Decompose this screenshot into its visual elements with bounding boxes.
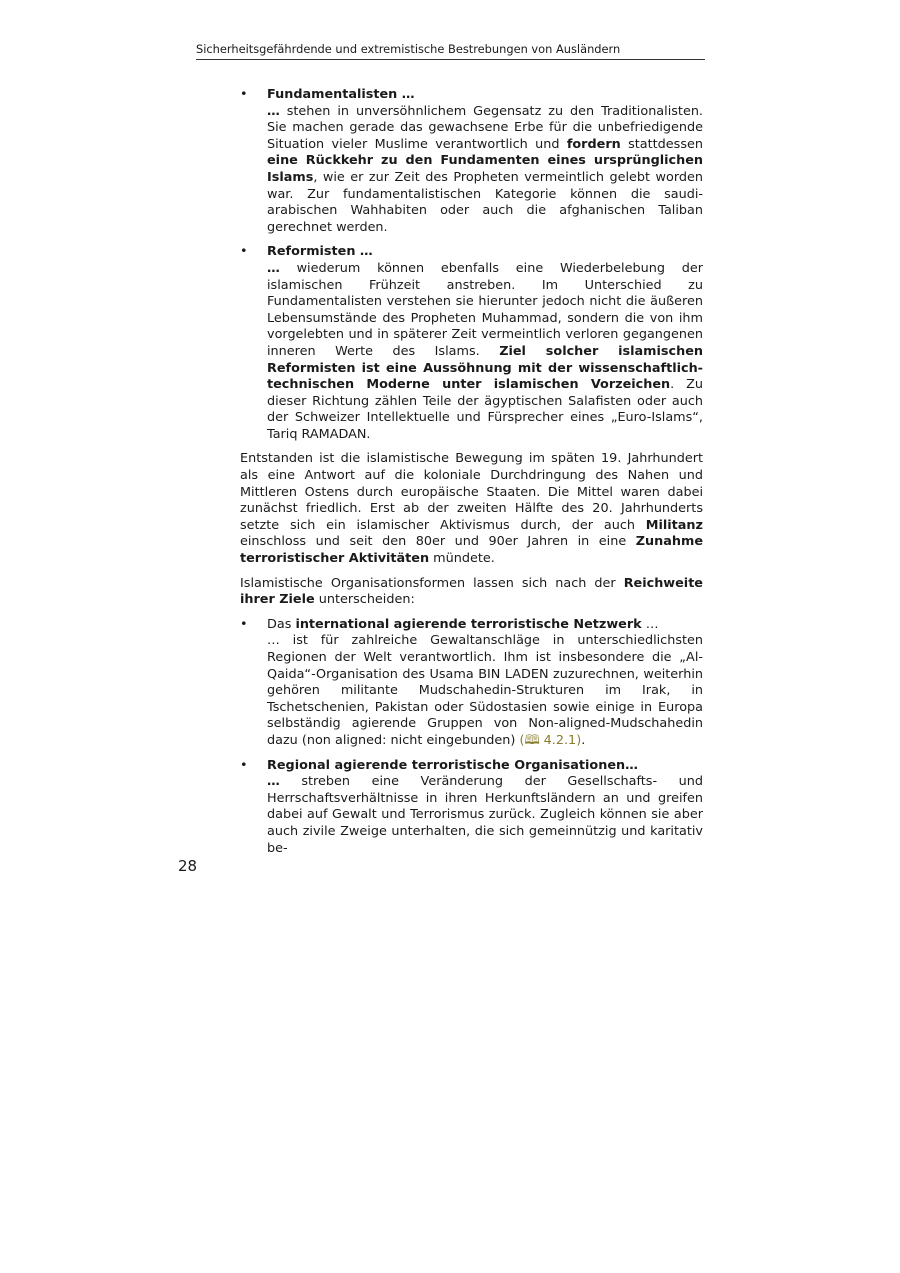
bullet: •	[240, 757, 248, 773]
item-heading: Regional agierende terroristische Organisationen…	[267, 757, 638, 773]
cross-reference-link[interactable]: (🕮 4.2.1)	[519, 732, 582, 748]
list-item-international-network	[240, 617, 703, 750]
paragraph-organisation-forms: Islamistische Organisationsformen lassen sich nach der Reichweite ihrer Ziele unterscheiden:	[240, 575, 703, 608]
item-text: … wiederum können ebenfalls eine Wiederbelebung der islamischen Frühzeit anstreben. Im Unterschied zu Fundamentalisten verstehen sie hierunter jedoch nicht die äußeren Lebensumstände des Propheten Muhammad, sondern die von ihm vorgelebten und in späterer Zeit vermeintlich verloren gegangenen inneren Werte des Islams. Ziel solcher islamischen Reformisten ist eine Aussöhnung mit der wissenschaftlich-technischen Moderne unter islamischen Vorzeichen. Zu dieser Richtung zählen Teile der ägyptischen Salafisten oder auch der Schweizer Intellektuelle und Fürsprecher eines „Euro-Islams“, Tariq RAMADAN.	[267, 260, 704, 442]
item-heading: Fundamentalisten …	[267, 87, 415, 102]
page-body	[240, 87, 703, 865]
item-text: … stehen in unversöhnlichem Gegensatz zu den Traditionalisten. Sie machen gerade das gewachsene Erbe für die unbefriedigende Situation vieler Muslime verantwortlich und fordern stattdessen eine Rückkehr zu den Fundamenten eines ursprünglichen Islams, wie er zur Zeit des Propheten vermeintlich gelebt worden war. Zur fundamentalistischen Kategorie können die saudi-arabischen Wahhabiten oder auch die afghanischen Taliban gerechnet werden.	[267, 103, 703, 235]
paragraph-history: Entstanden ist die islamistische Bewegung im späten 19. Jahrhundert als eine Antwort auf die koloniale Durchdringung des Nahen und Mittleren Ostens durch europäische Staaten. Die Mittel waren dabei zunächst friedlich. Erst ab der zweiten Hälfte des 20. Jahrhunderts setzte sich ein islamischer Aktivismus durch, der auch Militanz einschloss und seit den 80er und 90er Jahren in eine Zunahme terroristischer Aktivitäten mündete.	[240, 451, 703, 567]
bullet: •	[240, 244, 248, 260]
list-item-fundamentalisten	[240, 87, 703, 236]
item-heading: Das international agierende terroristische Netzwerk …	[267, 616, 659, 632]
bullet: •	[240, 616, 248, 632]
running-header: Sicherheitsgefährdende und extremistische Bestrebungen von Ausländern	[196, 42, 705, 60]
list-item-regional-organisations	[240, 758, 703, 858]
bullet: •	[240, 87, 248, 102]
page-number: 28	[178, 857, 198, 875]
item-text: … ist für zahlreiche Gewaltanschläge in unterschiedlichsten Regionen der Welt verantwortlich. Ihm ist insbesondere die „Al-Qaida“-Organisation des Usama BIN LADEN zuzurechnen, weiterhin gehören militante Mudschahedin-Strukturen im Irak, in Tschetschenien, Pakistan oder Südostasien sowie einige in Europa selbständig agierende Gruppen von Non-aligned-Mudschahedin dazu (non aligned: nicht eingebunden) (🕮 4.2.1).	[267, 633, 703, 748]
item-text: … streben eine Veränderung der Gesellschafts- und Herrschaftsverhältnisse in ihren Herkunftsländern an und greifen dabei auf Gewalt und Terrorismus zurück. Zugleich können sie aber auch zivile Zweige unterhalten, die sich gemeinnützig und karitativ be-	[267, 774, 703, 856]
item-heading: Reformisten …	[267, 244, 373, 260]
list-item-reformisten	[240, 244, 703, 443]
